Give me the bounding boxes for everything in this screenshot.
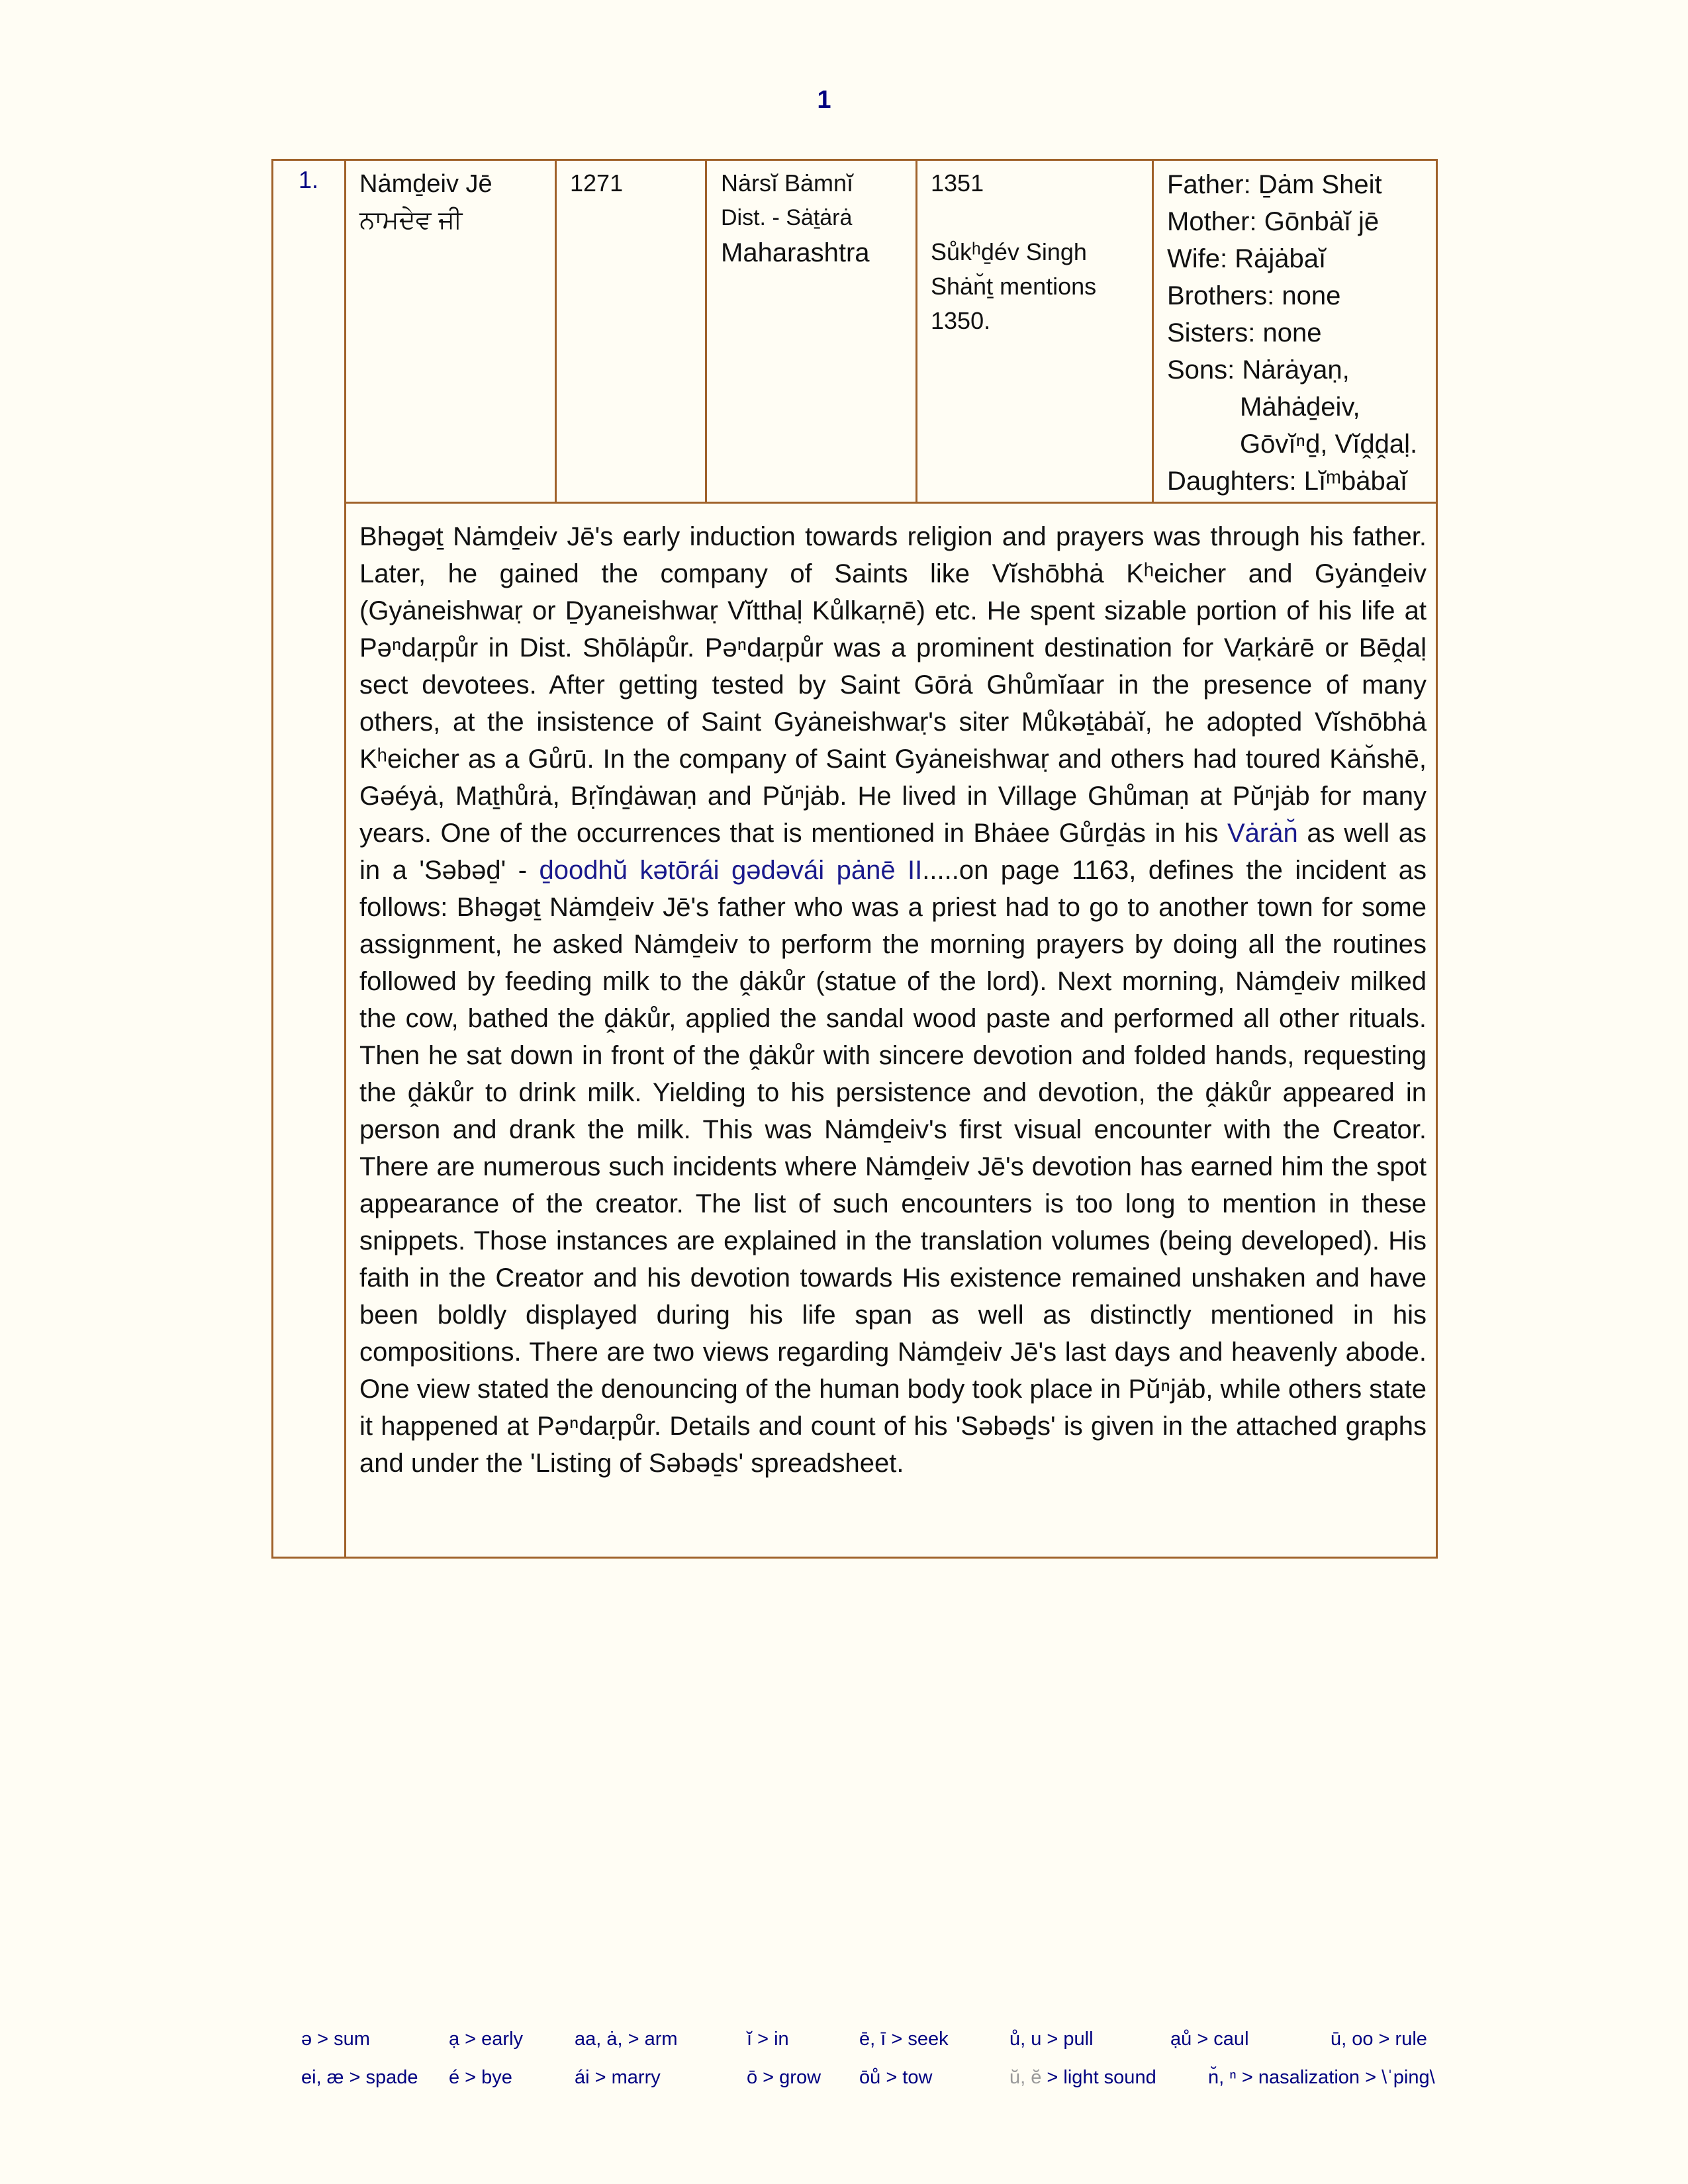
- col-divider: [1152, 161, 1154, 502]
- sabad-quote: ḏoodhŭ kətōrái gədəvái pȧnē II: [539, 856, 923, 885]
- birthplace-village: Nȧrsĭ Bȧmnĭ: [721, 169, 854, 197]
- legend-item: ů, u > pull: [1009, 2028, 1094, 2050]
- serial-number: 1.: [299, 166, 319, 193]
- name-roman: Nȧmḏeiv Jē: [359, 170, 492, 198]
- legend-item: é > bye: [449, 2067, 512, 2088]
- light-sound-symbols: ŭ, ĕ: [1009, 2067, 1042, 2088]
- sons: Sons: Nȧrȧyaṇ,: [1167, 355, 1350, 385]
- brothers: Brothers: none: [1167, 281, 1341, 310]
- name-cell: [359, 166, 551, 239]
- biography-text-3: .....on page 1163, defines the incident as follows: Bhəgəṯ Nȧmḏeiv Jē's father who was a priest had to go to another town for some assignment, he asked Nȧmḏeiv to perform the morning prayers by doing all the routines followed by feeding milk to the ḓȧkůr (statue of the lord). Next morning, Nȧmḏeiv milked the cow, bathed the ḓȧkůr, applied the sandal wood paste and performed all other rituals. Then he sat down in front of the ḓȧkůr with sincere devotion and folded hands, requesting the ḓȧkůr to drink milk. Yielding to his persistence and devotion, the ḓȧkůr appeared in person and drank the milk. This was Nȧmḏeiv's first visual encounter with the Creator. There are numerous such incidents where Nȧmḏeiv Jē's devotion has earned him the spot appearance of the creator. The list of such encounters is too long to mention in these snippets. Those instances are explained in the translation volumes (being developed). His faith in the Creator and his devotion towards His existence remained unshaken and have been boldly displayed during his life span as well as distinctly mentioned in his compositions. There are two views regarding Nȧmḏeiv Jē's last days and heavenly abode. One view stated the denouncing of the human body took place in Pŭⁿjȧb, while others state it happened at Pəⁿdaṛpůr. Details and count of his 'Səbəḏs' is given in the attached graphs and under the 'Listing of Səbəḏs' spreadsheet.: [359, 856, 1427, 1478]
- death-note-3: 1350.: [931, 307, 991, 334]
- legend-item: ū, oo > rule: [1331, 2028, 1427, 2050]
- page-number: 1: [817, 86, 831, 114]
- family-cell: [1167, 166, 1432, 500]
- saint-entry-table: [271, 159, 1438, 1559]
- death-note-1: Sůkʰḏév Singh: [931, 238, 1087, 265]
- biography-paragraph: [359, 518, 1427, 1482]
- biography-text-1: Bhəgəṯ Nȧmḏeiv Jē's early induction towards religion and prayers was through his father. Later, he gained the company of Saints like Vĭshōbhȧ Kʰeicher and Gyȧnḏeiv (Gyȧneishwaṛ or Ḏyaneishwaṛ Vĭtthaḷ Kůlkaṛnē) etc. He spent sizable portion of his life at Pəⁿdaṛpůr in Dist. Shōlȧpůr. Pəⁿdaṛpůr was a prominent destination for Vaṛkȧrē or Bēḓaḷ sect devotees. After getting tested by Saint Gōrȧ Ghůmĭaar in the presence of many others, at the insistence of Saint Gyȧneishwaṛ's siter Můkəṯȧbȧĭ, he adopted Vĭshōbhȧ Kʰeicher as a Gůrū. In the company of Saint Gyȧneishwaṛ and others had toured Kȧn̆shē, Gəéyȧ, Maṯhůrȧ, Bṛĭnḏȧwaṇ and Pŭⁿjȧb. He lived in Village Ghůmaṇ at Pŭⁿjȧb for many years. One of the occurrences that is mentioned in Bhȧee Gůrḏȧs in his: [359, 522, 1427, 848]
- wife: Wife: Rȧjȧbaĭ: [1167, 244, 1327, 273]
- name-gurmukhi: ਨਾਮਦੇਵ ਜੀ: [359, 206, 463, 234]
- col-divider: [705, 161, 707, 502]
- biography-text-2: as well as in a 'Səbəḏ' -: [359, 819, 1427, 885]
- birthplace-state: Maharashtra: [721, 238, 870, 267]
- legend-item-light-sound: [1009, 2067, 1156, 2089]
- col-divider: [915, 161, 917, 502]
- daughters: Daughters: Lĭᵐbȧbaĭ: [1167, 467, 1408, 496]
- mother: Mother: Gōnbȧĭ jē: [1167, 207, 1380, 236]
- legend-item: ái > marry: [575, 2067, 661, 2088]
- birthplace-district: Dist. - Sȧṯȧrȧ: [721, 205, 853, 230]
- sons-cont: Mȧhȧḏeiv,: [1240, 392, 1360, 422]
- sons-cont: Gōvĭⁿḏ, Vĭḓḓaḷ.: [1240, 430, 1418, 459]
- legend-item: ə > sum: [301, 2028, 370, 2050]
- legend-item: ạ > early: [449, 2028, 524, 2050]
- legend-item: n̆, ⁿ > nasalization > \ˈping\: [1208, 2067, 1435, 2088]
- death-cell: [931, 166, 1149, 338]
- legend-item: ạů > caul: [1170, 2028, 1249, 2050]
- col-divider: [344, 161, 346, 1557]
- birth-year: 1271: [570, 169, 624, 197]
- col-divider: [555, 161, 557, 502]
- birthplace-cell: [721, 166, 913, 271]
- legend-item: ōů > tow: [859, 2067, 933, 2088]
- light-sound-label: > light sound: [1041, 2067, 1156, 2088]
- row-divider: [344, 502, 1438, 504]
- legend-item: ĭ > in: [747, 2028, 789, 2050]
- death-note-2: Shȧn̆ṯ mentions: [931, 273, 1097, 300]
- death-year: 1351: [931, 169, 984, 197]
- legend-item: ē, ī > seek: [859, 2028, 949, 2050]
- legend-item: aa, ȧ, > arm: [575, 2028, 678, 2050]
- sisters: Sisters: none: [1167, 318, 1322, 347]
- vaaran-term: Vȧrȧn̆: [1227, 819, 1298, 848]
- father: Father: Ḏȧm Sheit: [1167, 170, 1382, 199]
- legend-item: ei, æ > spade: [301, 2067, 418, 2088]
- legend-item: ō > grow: [747, 2067, 821, 2088]
